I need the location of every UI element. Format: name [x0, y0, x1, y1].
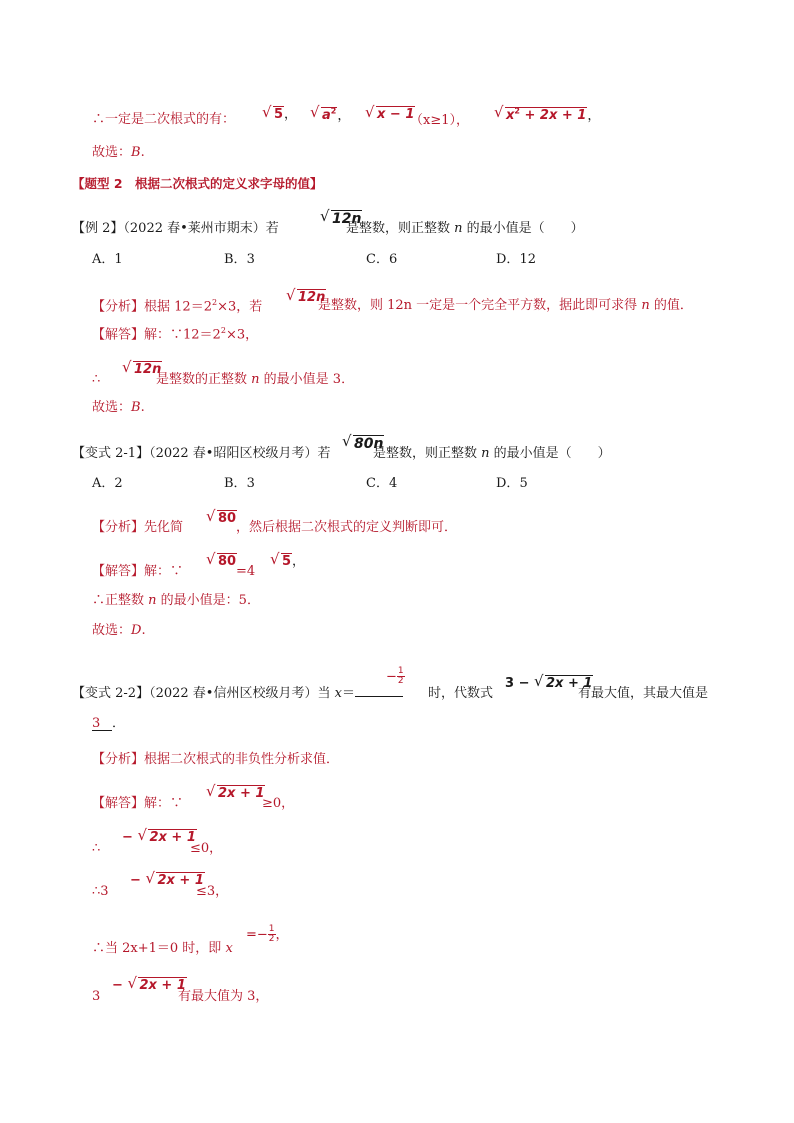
example2-option-c: C．6: [366, 252, 398, 267]
example2-solution: 【解答】解：$\because 12=2^2\times 3$，: [92, 326, 259, 343]
variant22-line2-tail: ≤0，: [190, 841, 223, 856]
variant22-line2: ∴: [92, 841, 101, 856]
variant21-solution-sqrt5: √ 5，: [270, 555, 305, 568]
variant22-tag: 【变式 2-2】: [72, 686, 150, 701]
variant22-solution-ge: ≥0，: [262, 796, 295, 811]
example2-question-tail: 是整数，则正整数 n 的最小值是（ ）: [346, 221, 584, 236]
variant21-option-d: D．5: [496, 476, 528, 491]
example2-option-a: A．1: [92, 252, 123, 267]
variant21-option-a: A．2: [92, 476, 123, 491]
example2-tag: 【例 2】: [72, 221, 124, 236]
variant22-answer: 3 ．: [92, 716, 126, 731]
section-title: 【题型 2 根据二次根式的定义求字母的值】: [72, 176, 323, 191]
example2-option-d: D．12: [496, 252, 536, 267]
radical-sqrt-x-1: √ x − 1: [365, 108, 415, 121]
example2-analysis-tail: 是整数，则 12n 一定是一个完全平方数，据此即可求得 n 的值．: [318, 298, 693, 313]
variant21-solution: 【解答】解：∵: [92, 564, 184, 579]
variant22-line2-expr: − √ 2x + 1: [122, 831, 197, 844]
example2-therefore-tail: 是整数的正整数 n 的最小值是 3．: [156, 372, 355, 387]
variant22-line4: ∴当 2x+1＝0 时，即 x: [92, 941, 233, 956]
variant22-line3-tail: ≤3，: [196, 884, 229, 899]
variant22-question-tail: 有最大值，其最大值是: [578, 686, 709, 701]
variant22-line3-expr: − √ 2x + 1: [130, 874, 205, 887]
variant22-blank-fraction: − $\frac{1}{2}$: [386, 666, 404, 687]
example2-therefore-radical: √ 12n: [122, 363, 162, 376]
variant21-question-tail: 是整数，则正整数 n 的最小值是（ ）: [373, 446, 611, 461]
variant21-analysis: 【分析】先化简: [92, 520, 184, 535]
variant22-question-mid: 时，代数式: [428, 686, 494, 701]
variant21-option-b: B．3: [224, 476, 255, 491]
variant21-analysis-tail: ，然后根据二次根式的定义判断即可．: [236, 520, 458, 535]
radical-sqrt5: √ 5，: [262, 108, 297, 121]
variant21-option-c: C．4: [366, 476, 398, 491]
example2-question: 【例 2】（2022 春•莱州市期末）若: [72, 221, 279, 236]
variant21-conclusion: ∴正整数 n 的最小值是：5．: [92, 593, 260, 608]
variant22-line4-fraction: =− $\frac{1}{2}$ ，: [246, 924, 289, 945]
example2-answer: 故选：B.: [92, 400, 145, 415]
example2-option-b: B．3: [224, 252, 255, 267]
radical-sqrt-a2: √ $a^2$，: [310, 108, 350, 122]
variant21-tag: 【变式 2-1】: [72, 446, 150, 461]
variant22-line3: ∴3: [92, 884, 109, 899]
line-radicals-list: [92, 113, 235, 126]
variant21-question: 【变式 2-1】（2022 春•昭阳区校级月考）若: [72, 446, 331, 461]
example2-therefore: ∴: [92, 372, 101, 387]
variant21-solution-radical: √ 80: [206, 555, 237, 568]
variant22-solution: 【解答】解：∵: [92, 796, 184, 811]
line1-prefix: ∴一定是二次根式的有：: [92, 112, 236, 127]
example2-radical: √ 12n: [320, 212, 362, 226]
answer-1: 故选：B.: [92, 145, 145, 160]
variant22-answer-blank: [355, 696, 403, 697]
variant22-question: 【变式 2-2】（2022 春•信州区校级月考）当 x＝: [72, 687, 403, 700]
variant21-answer: 故选：D.: [92, 623, 146, 638]
example2-analysis-radical: √ 12n: [286, 291, 326, 304]
variant21-radical: √ 80n: [342, 437, 384, 451]
variant21-solution-eq: =4: [236, 564, 256, 579]
variant22-solution-radical: √ 2x + 1: [206, 787, 265, 800]
variant22-expression: 3 − √ 2x + 1: [505, 677, 593, 690]
variant22-line5: 3: [92, 989, 101, 1004]
radical-condition: （x≥1），: [410, 113, 469, 128]
variant22-analysis: 【分析】根据二次根式的非负性分析求值．: [92, 752, 340, 767]
variant22-line5-expr: − √ 2x + 1: [112, 979, 187, 992]
example2-analysis: 【分析】根据 $12=2^2\times 3$，若: [92, 298, 263, 315]
radical-sqrt-quadratic: √ $x^2 + 2x + 1$，: [494, 108, 600, 122]
variant21-analysis-radical: √ 80: [206, 512, 237, 525]
variant22-line5-tail: 有最大值为 3，: [178, 989, 269, 1004]
